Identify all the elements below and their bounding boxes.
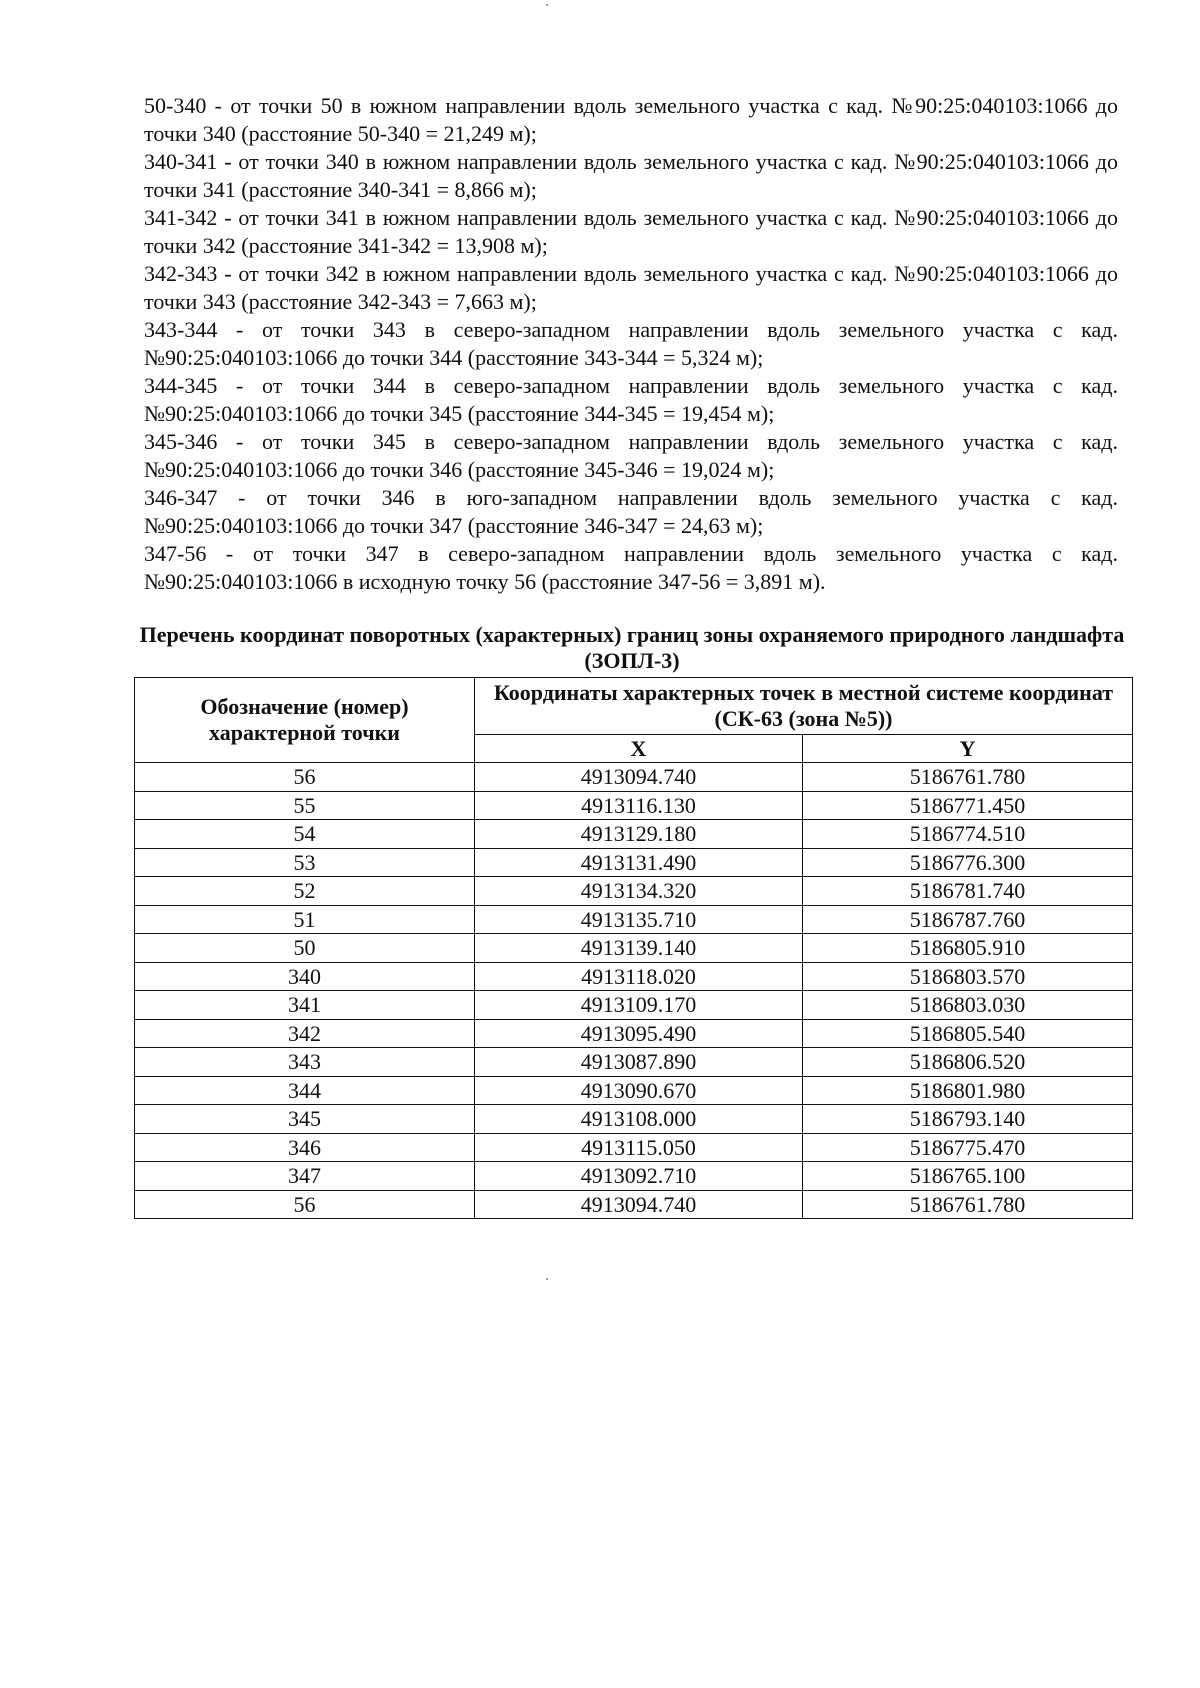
y-coordinate-cell: 5186806.520 [803,1048,1133,1077]
y-coordinate-cell: 5186803.030 [803,991,1133,1020]
scan-speck [546,1278,548,1280]
table-row [135,1105,1133,1134]
table-row [135,962,1133,991]
point-number-header: Обозначение (номер) характерной точки [135,678,475,763]
y-coordinate-cell: 5186781.740 [803,877,1133,906]
table-row [135,1076,1133,1105]
point-number-cell: 55 [135,791,475,820]
x-coordinate-cell: 4913134.320 [475,877,803,906]
x-coordinate-cell: 4913090.670 [475,1076,803,1105]
x-coordinate-cell: 4913118.020 [475,962,803,991]
y-coordinate-cell: 5186776.300 [803,848,1133,877]
table-row [135,934,1133,963]
point-number-cell: 52 [135,877,475,906]
point-number-cell: 341 [135,991,475,1020]
x-coordinate-cell: 4913092.710 [475,1162,803,1191]
x-coordinate-cell: 4913087.890 [475,1048,803,1077]
point-number-cell: 342 [135,1019,475,1048]
x-coordinate-cell: 4913094.740 [475,763,803,792]
x-coordinate-cell: 4913095.490 [475,1019,803,1048]
y-coordinate-cell: 5186774.510 [803,820,1133,849]
point-number-cell: 343 [135,1048,475,1077]
y-coordinate-cell: 5186771.450 [803,791,1133,820]
table-row [135,1048,1133,1077]
point-number-cell: 53 [135,848,475,877]
boundary-segment-paragraph: 347-56 - от точки 347 в северо-западном направлении вдоль земельного участка с кад. №90:25:040103:1066 в исходную точку 56 (расстояние 347-56 = 3,891 м). [144,541,1118,594]
y-coordinate-cell: 5186801.980 [803,1076,1133,1105]
boundary-segment-paragraph: 346-347 - от точки 346 в юго-западном направлении вдоль земельного участка с кад. №90:25:040103:1066 до точки 347 (расстояние 346-347 = 24,63 м); [144,485,1118,538]
point-number-cell: 56 [135,1190,475,1219]
boundary-segment-paragraph: 50-340 - от точки 50 в южном направлении вдоль земельного участка с кад. №90:25:040103:1066 до точки 340 (расстояние 50-340 = 21,249 м); [144,93,1118,146]
y-coordinate-cell: 5186761.780 [803,763,1133,792]
table-row [135,1019,1133,1048]
x-coordinate-cell: 4913139.140 [475,934,803,963]
x-column-header: X [475,735,803,763]
y-coordinate-cell: 5186805.910 [803,934,1133,963]
y-coordinate-cell: 5186765.100 [803,1162,1133,1191]
x-coordinate-cell: 4913131.490 [475,848,803,877]
point-number-cell: 56 [135,763,475,792]
y-coordinate-cell: 5186805.540 [803,1019,1133,1048]
table-row [135,791,1133,820]
x-coordinate-cell: 4913116.130 [475,791,803,820]
boundary-segment-paragraph: 344-345 - от точки 344 в северо-западном направлении вдоль земельного участка с кад. №90:25:040103:1066 до точки 345 (расстояние 344-345 = 19,454 м); [144,373,1118,426]
coordinates-table-body [135,763,1133,1219]
point-number-cell: 346 [135,1133,475,1162]
table-row [135,1190,1133,1219]
table-row [135,905,1133,934]
table-title: Перечень координат поворотных (характерных) границ зоны охраняемого природного ландшафта (ЗОПЛ-3) [139,622,1125,673]
table-row [135,877,1133,906]
x-coordinate-cell: 4913109.170 [475,991,803,1020]
y-coordinate-cell: 5186803.570 [803,962,1133,991]
point-number-cell: 340 [135,962,475,991]
boundary-segment-paragraph: 341-342 - от точки 341 в южном направлении вдоль земельного участка с кад. №90:25:040103:1066 до точки 342 (расстояние 341-342 = 13,908 м); [144,205,1118,258]
x-coordinate-cell: 4913094.740 [475,1190,803,1219]
point-number-cell: 344 [135,1076,475,1105]
y-coordinate-cell: 5186775.470 [803,1133,1133,1162]
scan-speck [546,4,548,6]
y-coordinate-cell: 5186761.780 [803,1190,1133,1219]
point-number-cell: 51 [135,905,475,934]
table-row [135,763,1133,792]
boundary-description [144,92,1118,596]
point-number-cell: 345 [135,1105,475,1134]
table-row [135,1133,1133,1162]
point-number-cell: 54 [135,820,475,849]
table-row [135,991,1133,1020]
boundary-segment-paragraph: 345-346 - от точки 345 в северо-западном направлении вдоль земельного участка с кад. №90:25:040103:1066 до точки 346 (расстояние 345-346 = 19,024 м); [144,429,1118,482]
coordinates-table [134,677,1133,1219]
table-row [135,848,1133,877]
y-coordinate-cell: 5186787.760 [803,905,1133,934]
coordinates-header: Координаты характерных точек в местной системе координат (СК-63 (зона №5)) [475,678,1133,735]
table-row [135,1162,1133,1191]
x-coordinate-cell: 4913115.050 [475,1133,803,1162]
point-number-cell: 50 [135,934,475,963]
boundary-segment-paragraph: 340-341 - от точки 340 в южном направлении вдоль земельного участка с кад. №90:25:040103:1066 до точки 341 (расстояние 340-341 = 8,866 м); [144,149,1118,202]
x-coordinate-cell: 4913129.180 [475,820,803,849]
x-coordinate-cell: 4913135.710 [475,905,803,934]
point-number-cell: 347 [135,1162,475,1191]
boundary-segment-paragraph: 343-344 - от точки 343 в северо-западном направлении вдоль земельного участка с кад. №90:25:040103:1066 до точки 344 (расстояние 343-344 = 5,324 м); [144,317,1118,370]
table-row [135,820,1133,849]
x-coordinate-cell: 4913108.000 [475,1105,803,1134]
y-column-header: Y [803,735,1133,763]
y-coordinate-cell: 5186793.140 [803,1105,1133,1134]
boundary-segment-paragraph: 342-343 - от точки 342 в южном направлении вдоль земельного участка с кад. №90:25:040103:1066 до точки 343 (расстояние 342-343 = 7,663 м); [144,261,1118,314]
